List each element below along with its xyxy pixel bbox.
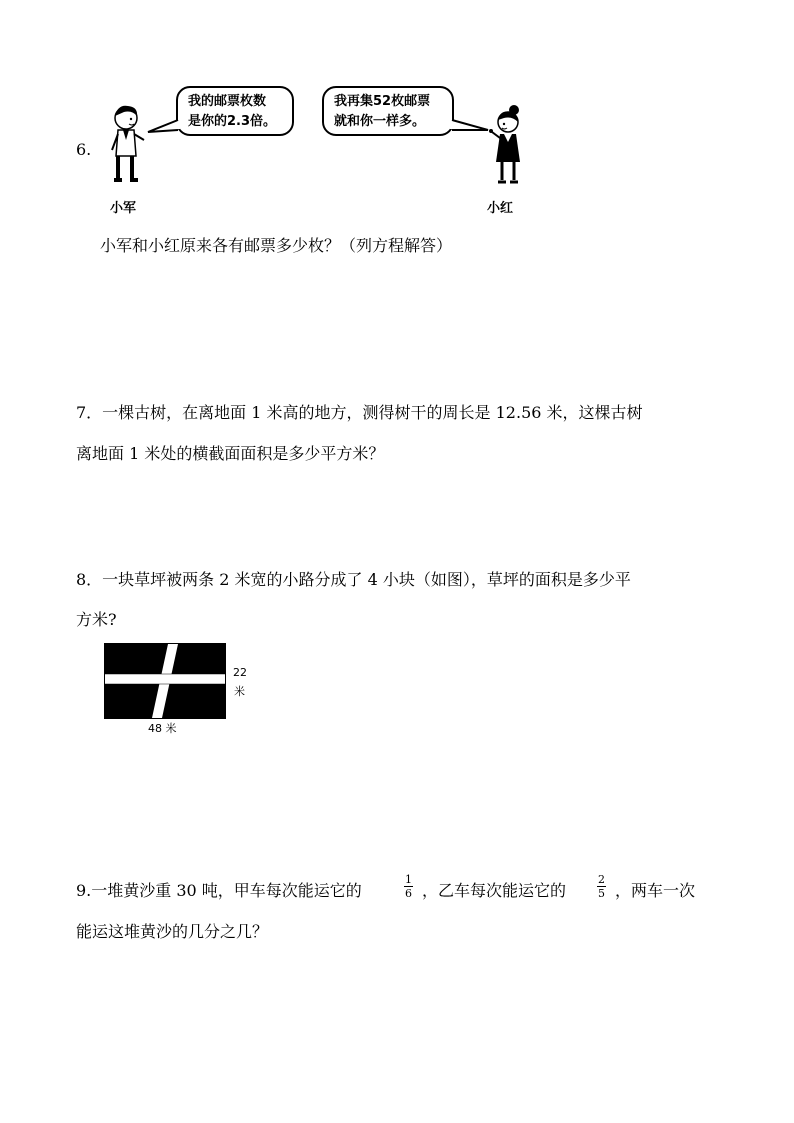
boy-speech-bubble xyxy=(176,86,294,136)
q9-fraction-2-denominator: 5 xyxy=(598,887,605,900)
boy-bubble-line-1: 我的邮票枚数 xyxy=(188,94,267,109)
q9-fraction-2 xyxy=(597,873,606,900)
boy-illustration xyxy=(104,100,152,188)
q7-line-2: 离地面 1 米处的横截面面积是多少平方米？ xyxy=(76,444,385,463)
q8-line-1: 8．一块草坪被两条 2 米宽的小路分成了 4 小块（如图），草坪的面积是多少平 xyxy=(76,570,631,589)
q9-line-2: 能运这堆黄沙的几分之几？ xyxy=(76,922,269,941)
lawn-height-unit: 米 xyxy=(234,685,245,698)
boy-bubble-line-2: 是你的2.3倍。 xyxy=(188,114,277,129)
q9-fraction-2-numerator: 2 xyxy=(598,873,605,886)
q9-text-part-1: 9.一堆黄沙重 30 吨，甲车每次能运它的 xyxy=(76,881,362,900)
girl-bubble-line-1: 我再集52枚邮票 xyxy=(334,94,431,109)
q8-line-2: 方米? xyxy=(76,610,117,629)
boy-name: 小军 xyxy=(110,201,137,216)
q6-number: 6. xyxy=(76,140,92,159)
girl-bubble-line-2: 就和你一样多。 xyxy=(334,114,426,129)
q9-fraction-1 xyxy=(404,873,413,900)
lawn-diagram xyxy=(104,643,226,719)
q7-line-1: 7．一棵古树，在离地面 1 米高的地方，测得树干的周长是 12.56 米，这棵古树 xyxy=(76,403,643,422)
girl-illustration xyxy=(484,104,530,188)
lawn-width-label: 48 米 xyxy=(148,722,177,735)
q9-text-part-3: ，两车一次 xyxy=(615,881,696,900)
q9-fraction-1-numerator: 1 xyxy=(405,873,412,886)
girl-speech-bubble xyxy=(322,86,454,136)
q9-text-part-2: ，乙车每次能运它的 xyxy=(422,881,567,900)
q9-fraction-1-denominator: 6 xyxy=(405,887,412,900)
girl-name: 小红 xyxy=(487,201,514,216)
boy-bubble-tail xyxy=(146,118,180,138)
lawn-height-value: 22 xyxy=(233,666,247,679)
q6-question: 小军和小红原来各有邮票多少枚？（列方程解答） xyxy=(100,236,453,255)
